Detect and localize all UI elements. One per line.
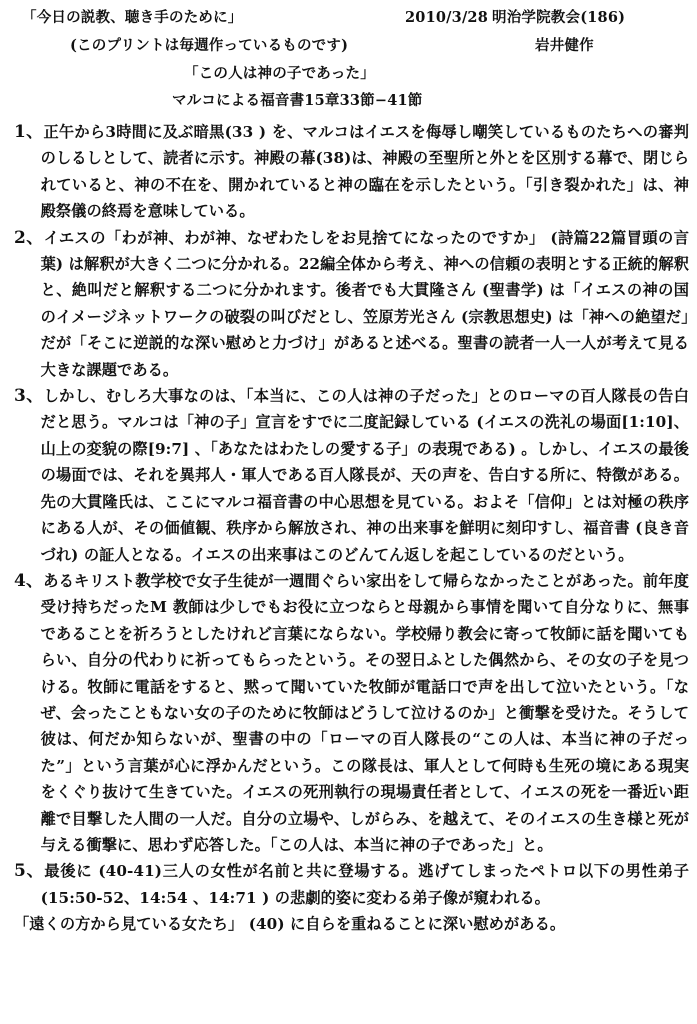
paragraph-text: 最後に (40-41)三人の女性が名前と共に登場する。逃げてしまったペトロ以下の男性弟子 (15:50-52、14:54 、14:71 ) の悲劇的姿に変わる弟子像が窺われる。 [40,862,690,907]
paragraph-closing-line: 「遠くの方から見ている女たち」 (40) に自らを重ねることに深い慰めがある。 [14,915,566,934]
paragraph-number: 3、 [14,386,44,407]
paragraph-number: 2、 [14,227,44,248]
church-name: 明治学院教会(186) [492,9,626,26]
paragraph-2 [14,225,689,383]
paragraph-3 [14,383,689,568]
handout-series-title: 「今日の説教、聴き手のために」 [22,9,243,26]
sermon-date: 2010/3/28 [405,9,489,26]
paragraph-number: 4、 [14,570,44,591]
scripture-reference: マルコによる福音書15章33節−41節 [172,92,423,109]
paragraph-4 [14,568,689,858]
sermon-body [14,119,689,938]
paragraph-1 [14,119,689,225]
paragraph-text: イエスの「わが神、わが神、なぜわたしをお見捨てになったのですか」 (詩篇22篇冒頭の言葉) は解釈が大きく二つに分かれる。22編全体から考え、神への信頼の表明とする正統的解釈と、絶叫だと解釈する二つに分かれます。後者でも大貫隆さん (聖書学) は「イエスの神の国のイメージネットワークの破裂の叫びだとし、笠原芳光さん (宗教思想史) は「神への絶望だ」だが「そこに逆説的な深い慰めと力づけ」があると述べる。聖書の読者一人一人が考えて見る大きな課題である。 [40,228,689,379]
paragraph-number: 5、 [14,861,45,882]
paragraph-number: 1、 [14,122,44,142]
paragraph-5 [14,858,689,937]
paragraph-text: あるキリスト教学校で女子生徒が一週間ぐらい家出をして帰らなかったことがあった。前年度受け持ちだったM 教師は少しでもお役に立つならと母親から事情を聞いて自分なりに、無事であることを祈ろうとしたけれど言葉にならない。学校帰り教会に寄って牧師に話を聞いてもらい、自分の代わりに祈ってもらったという。その翌日ふとした偶然から、その女の子を見つける。牧師に電話をすると、黙って聞いていた牧師が電話口で声を出して泣いたという。「なぜ、会ったこともない女の子のために牧師はどうして泣けるのか」と衝撃を受けた。そうして彼は、何だか知らないが、聖書の中の「ローマの百人隊長の“この人は、本当に神の子だった”」という言葉が心に浮かんだという。この隊長は、軍人として何時も生死の境にある現実をくぐり抜けて生きていた。イエスの死刑執行の現場責任者として、イエスの死を一番近い距離で目撃した人間の一人だ。自分の立場や、しがらみ、を越えて、そのイエスの生き様と死が与える衝撃に、思わず応答した。「この人は、本当に神の子であった」と。 [40,571,689,854]
handout-note: (このプリントは毎週作っているものです) [70,37,349,54]
paragraph-text: 正午から3時間に及ぶ暗黒(33 ) を、マルコはイエスを侮辱し嘲笑しているものたちへの審判のしるしとして、読者に示す。神殿の幕(38)は、神殿の至聖所と外とを区別する幕で、閉じられていると、神の不在を、開かれていると神の臨在を示したという。「引き裂かれた」は、神殿祭儀の終焉を意味している。 [40,123,690,221]
sermon-title: 「この人は神の子であった」 [184,65,375,82]
author-name: 岩井健作 [535,37,594,54]
paragraph-text: しかし、むしろ大事なのは、「本当に、この人は神の子だった」とのローマの百人隊長の告白だと思う。マルコは「神の子」宣言をすでに二度記録している (イエスの洗礼の場面[1:10]、山上の変貌の際[9:7] 、「あなたはわたしの愛する子」の表現である) 。しかし、イエスの最後の場面では、それを異邦人・軍人である百人隊長が、天の声を、告白する所に、特徴がある。先の大貫隆氏は、ここにマルコ福音書の中心思想を見ている。およそ「信仰」とは対極の秩序にある人が、その価値観、秩序から解放され、神の出来事を鮮明に刻印すし、福音書 (良き音づれ) の証人となる。イエスの出来事はこのどんてん返しを起こしているのだという。 [40,387,690,564]
